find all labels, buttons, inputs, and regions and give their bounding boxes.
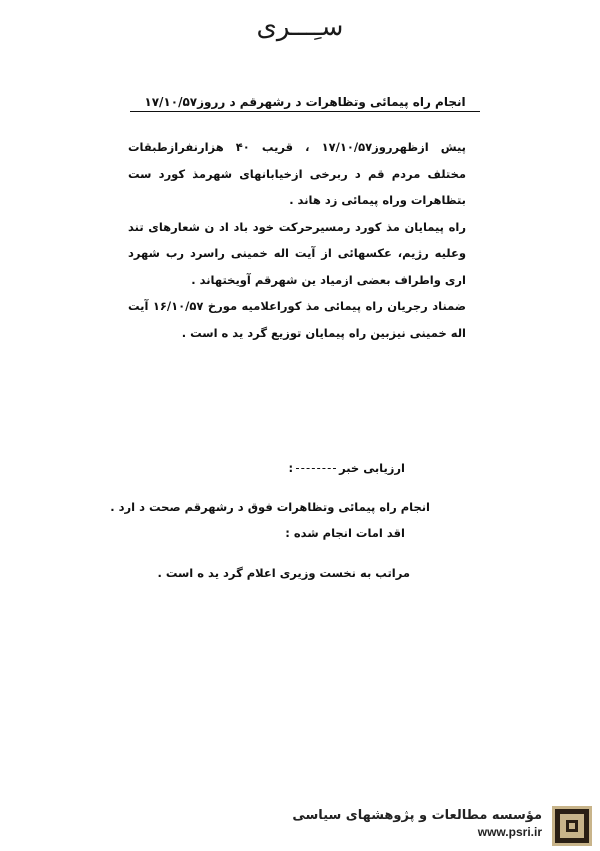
paragraph-1: پیش ازظهرروز۱۷/۱۰/۵۷ ، قریب ۴۰ هزارنفرازطبقات مختلف مردم قم د ربرخی ازخیابانهای شهرمذ کورد ست بتظاهرات وراه پیمائی زد هاند . — [128, 140, 466, 207]
footer-text — [292, 808, 542, 839]
paragraph-3: ضمناد رجریان راه پیمائی مذ کوراعلامیه مورخ ۱۶/۱۰/۵۷ آیت اله خمینی نیزبین راه پیمایان توزیع گرد ید ه است . — [128, 299, 466, 340]
paragraph-2: راه پیمایان مذ کورد رمسیرحرکت خود باد اد ن شعارهای تند وعلیه رژیم، عکسهائی از آیت اله خمینی راسرد رب شهرد اری واطراف بعضی ازمیاد ین شهرقم آویختهاند . — [128, 219, 466, 287]
evaluation-label: ارزیابی خبر: — [288, 461, 405, 475]
actions-text: مراتب به نخست وزیری اعلام گرد ید ه است . — [157, 566, 410, 580]
evaluation-dash — [296, 468, 336, 469]
footer — [0, 800, 600, 850]
psri-logo-icon — [552, 806, 592, 846]
evaluation-label-text: ارزیابی خبر — [339, 461, 405, 475]
document-body — [128, 134, 466, 346]
actions-label-text: اقد امات انجام شده — [293, 526, 405, 540]
institute-url: www.psri.ir — [477, 825, 542, 839]
institute-name: مؤسسه مطالعات و پژوهشهای سیاسی — [292, 808, 542, 823]
evaluation-text: انجام راه پیمائی وتظاهرات فوق د رشهرقم صحت د ارد . — [110, 500, 430, 514]
actions-label: اقد امات انجام شده : — [285, 526, 405, 540]
classification-mark: سـِـــری — [256, 12, 344, 42]
document-title: انجام راه پیمائی وتظاهرات د رشهرقم د رروز۱۷/۱۰/۵۷ — [130, 95, 480, 112]
